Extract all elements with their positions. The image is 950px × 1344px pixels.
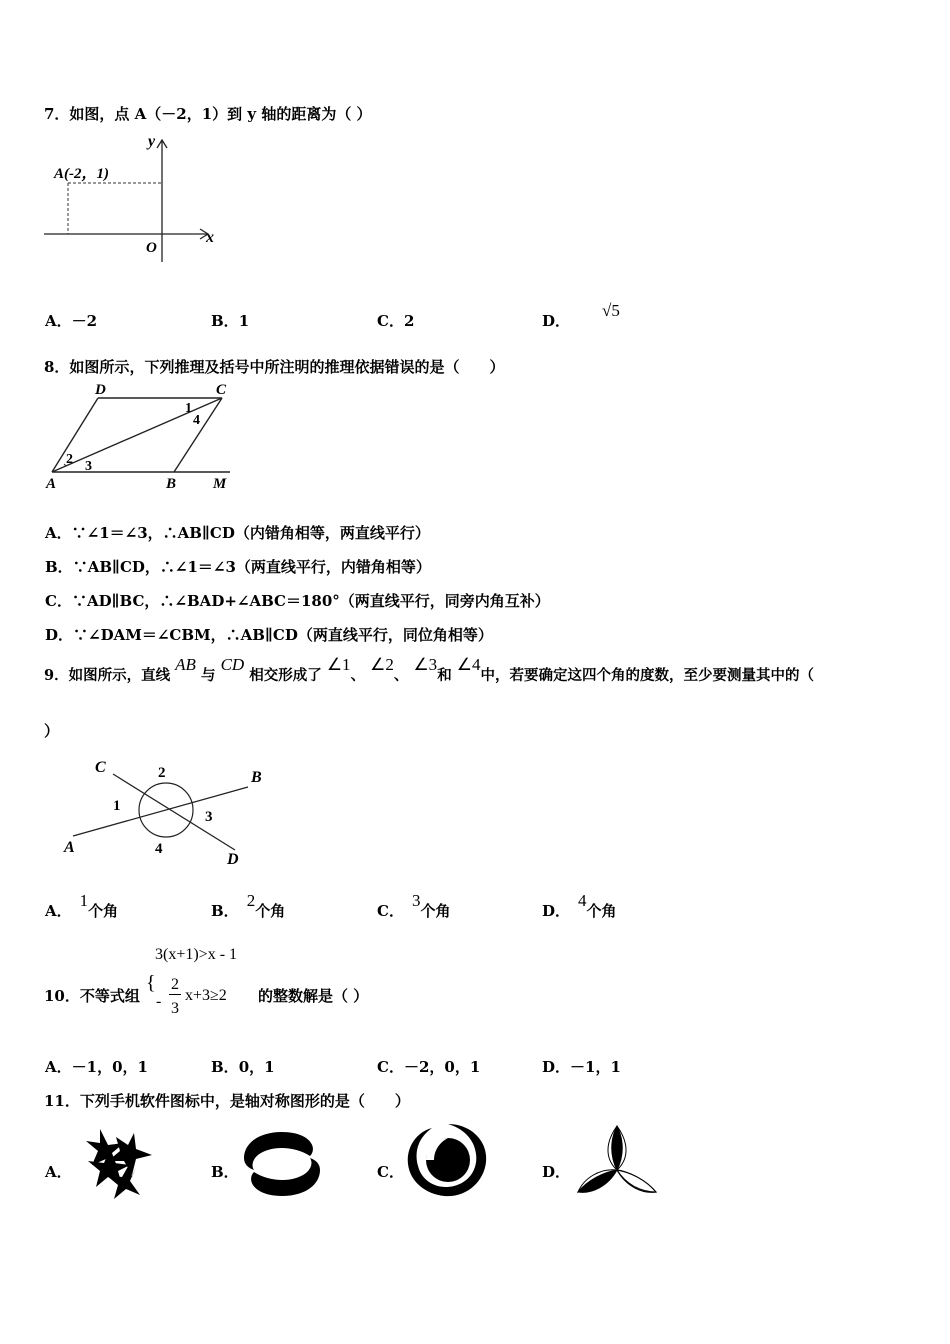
q11-stem: 11．下列手机软件图标中，是轴对称图形的是（ ） (44, 1092, 410, 1110)
q9-label-c: C (95, 759, 106, 776)
q10-stem-suffix: 的整数解是（ ） (258, 987, 369, 1005)
spiral-circle-icon (404, 1120, 490, 1200)
q9-label-1: 1 (113, 798, 121, 814)
q8-label-a: A (46, 476, 57, 492)
q7-option-a: A．－2 (45, 312, 98, 330)
q10-brace: { (146, 972, 156, 994)
q8-label-d: D (95, 382, 106, 398)
q8-label-1: 1 (185, 401, 192, 416)
q8-option-a: A．∵∠1＝∠3，∴AB∥CD（内错角相等，两直线平行） (45, 524, 430, 542)
four-stars-icon (78, 1125, 154, 1201)
q11-option-a-letter: A． (45, 1163, 72, 1181)
q10-option-a: A．－1，0，1 (45, 1058, 148, 1076)
q11-option-d-letter: D． (542, 1163, 571, 1181)
q8-label-c: C (216, 382, 227, 398)
q8-option-c: C．∵AD∥BC，∴∠BAD+∠ABC＝180°（两直线平行，同旁内角互补） (45, 592, 550, 610)
q8-stem: 8．如图所示，下列推理及括号中所注明的推理依据错误的是（ ） (44, 358, 505, 376)
q9-option-d: D．4个角 (542, 891, 617, 920)
q10-frac-denominator: 3 (171, 1000, 179, 1017)
q7-x-label: x (206, 229, 214, 246)
q9-label-b: B (251, 769, 262, 786)
q9-stem: 9．如图所示，直线 AB 与 CD 相交形成了 ∠1、 ∠2、 ∠3和 ∠4中，若要确定这四个角的度数，至少要测量其中的（ (44, 655, 814, 684)
q7-option-d: D．√5 (542, 301, 620, 330)
q8-option-d: D．∵∠DAM＝∠CBM，∴AB∥CD（两直线平行，同位角相等） (45, 626, 493, 644)
three-petal-icon (574, 1122, 660, 1200)
q7-option-c: C．2 (377, 312, 415, 330)
q10-inequality-1: 3(x+1)>x - 1 (155, 946, 238, 963)
q10-neg-sign: - (156, 993, 162, 1010)
q8-parallelogram-figure (40, 380, 240, 495)
q9-label-a: A (64, 839, 75, 856)
q9-stem-close: ） (44, 722, 60, 740)
q7-option-b: B．1 (211, 312, 250, 330)
split-ring-icon (240, 1128, 324, 1200)
q7-point-label: A(-2，1) (54, 166, 109, 182)
q9-intersecting-lines-figure (55, 752, 275, 874)
q8-label-2: 2 (66, 452, 73, 467)
q10-option-d: D．－1，1 (542, 1058, 621, 1076)
q9-label-4: 4 (155, 841, 163, 857)
q9-option-a: A．1个角 (45, 891, 119, 920)
q10-option-c: C．－2，0，1 (377, 1058, 481, 1076)
q9-label-3: 3 (205, 809, 213, 825)
q8-option-b: B．∵AB∥CD，∴∠1＝∠3（两直线平行，内错角相等） (45, 558, 431, 576)
q8-label-4: 4 (193, 413, 200, 428)
q9-option-b: B．2个角 (211, 891, 286, 920)
q7-origin-label: O (146, 240, 157, 256)
q8-label-m: M (213, 476, 227, 492)
sqrt5: √5 (602, 301, 620, 320)
q8-label-3: 3 (85, 459, 92, 474)
q8-label-b: B (166, 476, 177, 492)
q9-option-c: C．3个角 (377, 891, 451, 920)
q7-coordinate-figure (40, 132, 220, 267)
q10-stem: 10．不等式组 (44, 987, 140, 1005)
q10-option-b: B．0，1 (211, 1058, 275, 1076)
q11-option-b-letter: B． (211, 1163, 239, 1181)
q10-inequality-2: x+3≥2 (185, 987, 227, 1004)
q9-label-2: 2 (158, 765, 166, 781)
q7-y-label: y (148, 133, 156, 150)
q7-stem: 7．如图，点 A（－2，1）到 y 轴的距离为（ ） (44, 105, 372, 123)
q11-option-c-letter: C． (377, 1163, 404, 1181)
q9-label-d: D (227, 851, 239, 868)
q10-frac-numerator: 2 (171, 976, 179, 993)
